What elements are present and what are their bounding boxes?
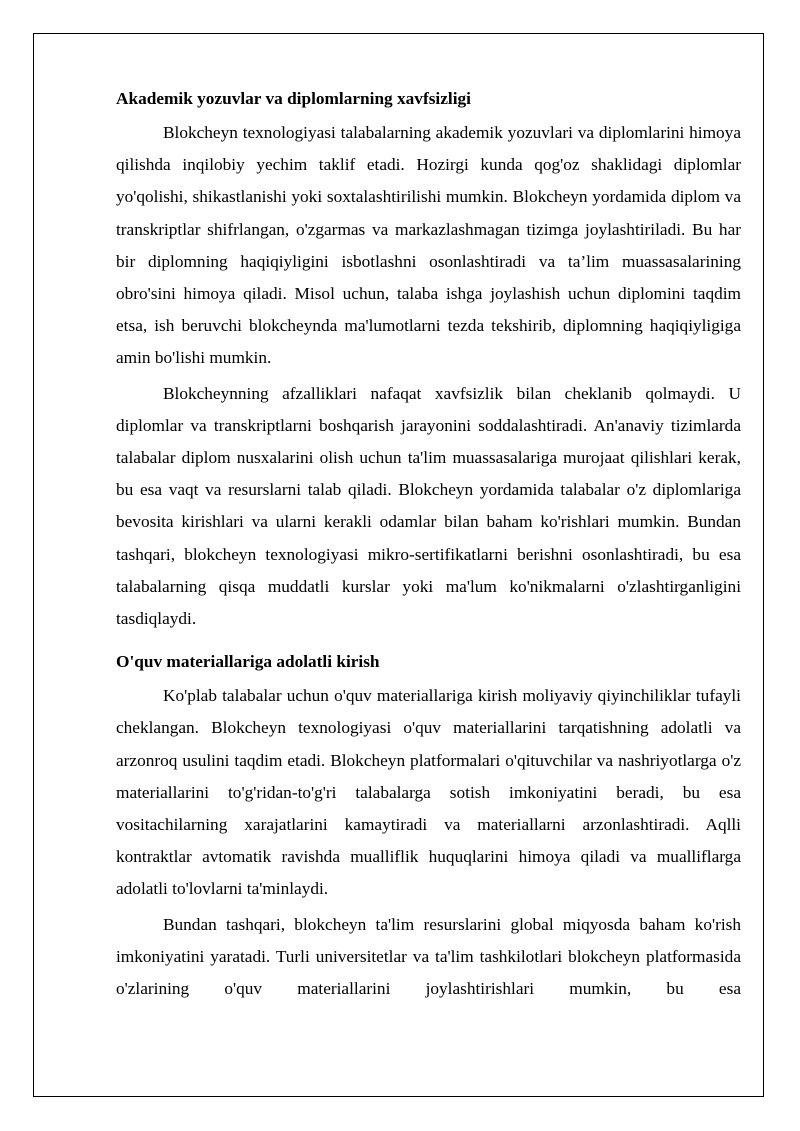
paragraph-last: Bundan tashqari, blokcheyn ta'lim resurslarini global miqyosda baham ko'rish imkoniyatini yaratadi. Turli universitetlar va ta'lim tashkilotlari blokcheyn platformasida o'zlarining o'quv materiallarini joylashtirishlari mumkin, bu esa bbox=[116, 914, 741, 999]
paragraph: Blokcheyn texnologiyasi talabalarning akademik yozuvlari va diplomlarini himoya qilishda inqilobiy yechim taklif etadi. Hozirgi kunda qog'oz shaklidagi diplomlar yo'qolishi, shikastlanishi yoki soxtalashtirilishi mumkin. Blokcheyn yordamida diplom va transkriptlar shifrlangan, o'zgarmas va markazlashmagan tizimga joylashtiriladi. Bu har bir diplomning haqiqiyligini isbotlashni osonlashtiradi va ta’lim muassasalarining obro'sini himoya qiladi. Misol uchun, talaba ishga joylashish uchun diplomini taqdim etsa, ish beruvchi blokcheynda ma'lumotlarni tezda tekshirib, diplomning haqiqiyligiga amin bo'lishi mumkin. bbox=[116, 123, 741, 368]
section-heading-access: O'quv materiallariga adolatli kirish bbox=[116, 652, 380, 672]
document-body bbox=[116, 84, 741, 1008]
paragraph: Ko'plab talabalar uchun o'quv materiallariga kirish moliyaviy qiyinchiliklar tufayli cheklangan. Blokcheyn texnologiyasi o'quv materiallarini tarqatishning adolatli va arzonroq usulini taqdim etadi. Blokcheyn platformalari o'qituvchilar va nashriyotlarga o'z materiallarini to'g'ridan-to'g'ri talabalarga sotish imkoniyatini beradi, bu esa vositachilarning xarajatlarini kamaytiradi va materiallarni arzonlashtiradi. Aqlli kontraktlar avtomatik ravishda mualliflik huquqlarini himoya qiladi va mualliflarga adolatli to'lovlarni ta'minlaydi. bbox=[116, 686, 741, 899]
paragraph: Blokcheynning afzalliklari nafaqat xavfsizlik bilan cheklanib qolmaydi. U diplomlar va transkriptlarni boshqarish jarayonini soddalashtiradi. An'anaviy tizimlarda talabalar diplom nusxalarini olish uchun ta'lim muassasalariga murojaat qilishlari kerak, bu esa vaqt va resurslarni talab qiladi. Blokcheyn yordamida talabalar o'z diplomlariga bevosita kirishlari va ularni kerakli odamlar bilan baham ko'rishlari mumkin. Bundan tashqari, blokcheyn texnologiyasi mikro-sertifikatlarni berishni osonlashtiradi, bu esa talabalarning qisqa muddatli kurslar yoki ma'lum ko'nikmalarni o'zlashtirganligini tasdiqlaydi. bbox=[116, 383, 741, 629]
section-heading-security: Akademik yozuvlar va diplomlarning xavfsizligi bbox=[116, 89, 471, 108]
